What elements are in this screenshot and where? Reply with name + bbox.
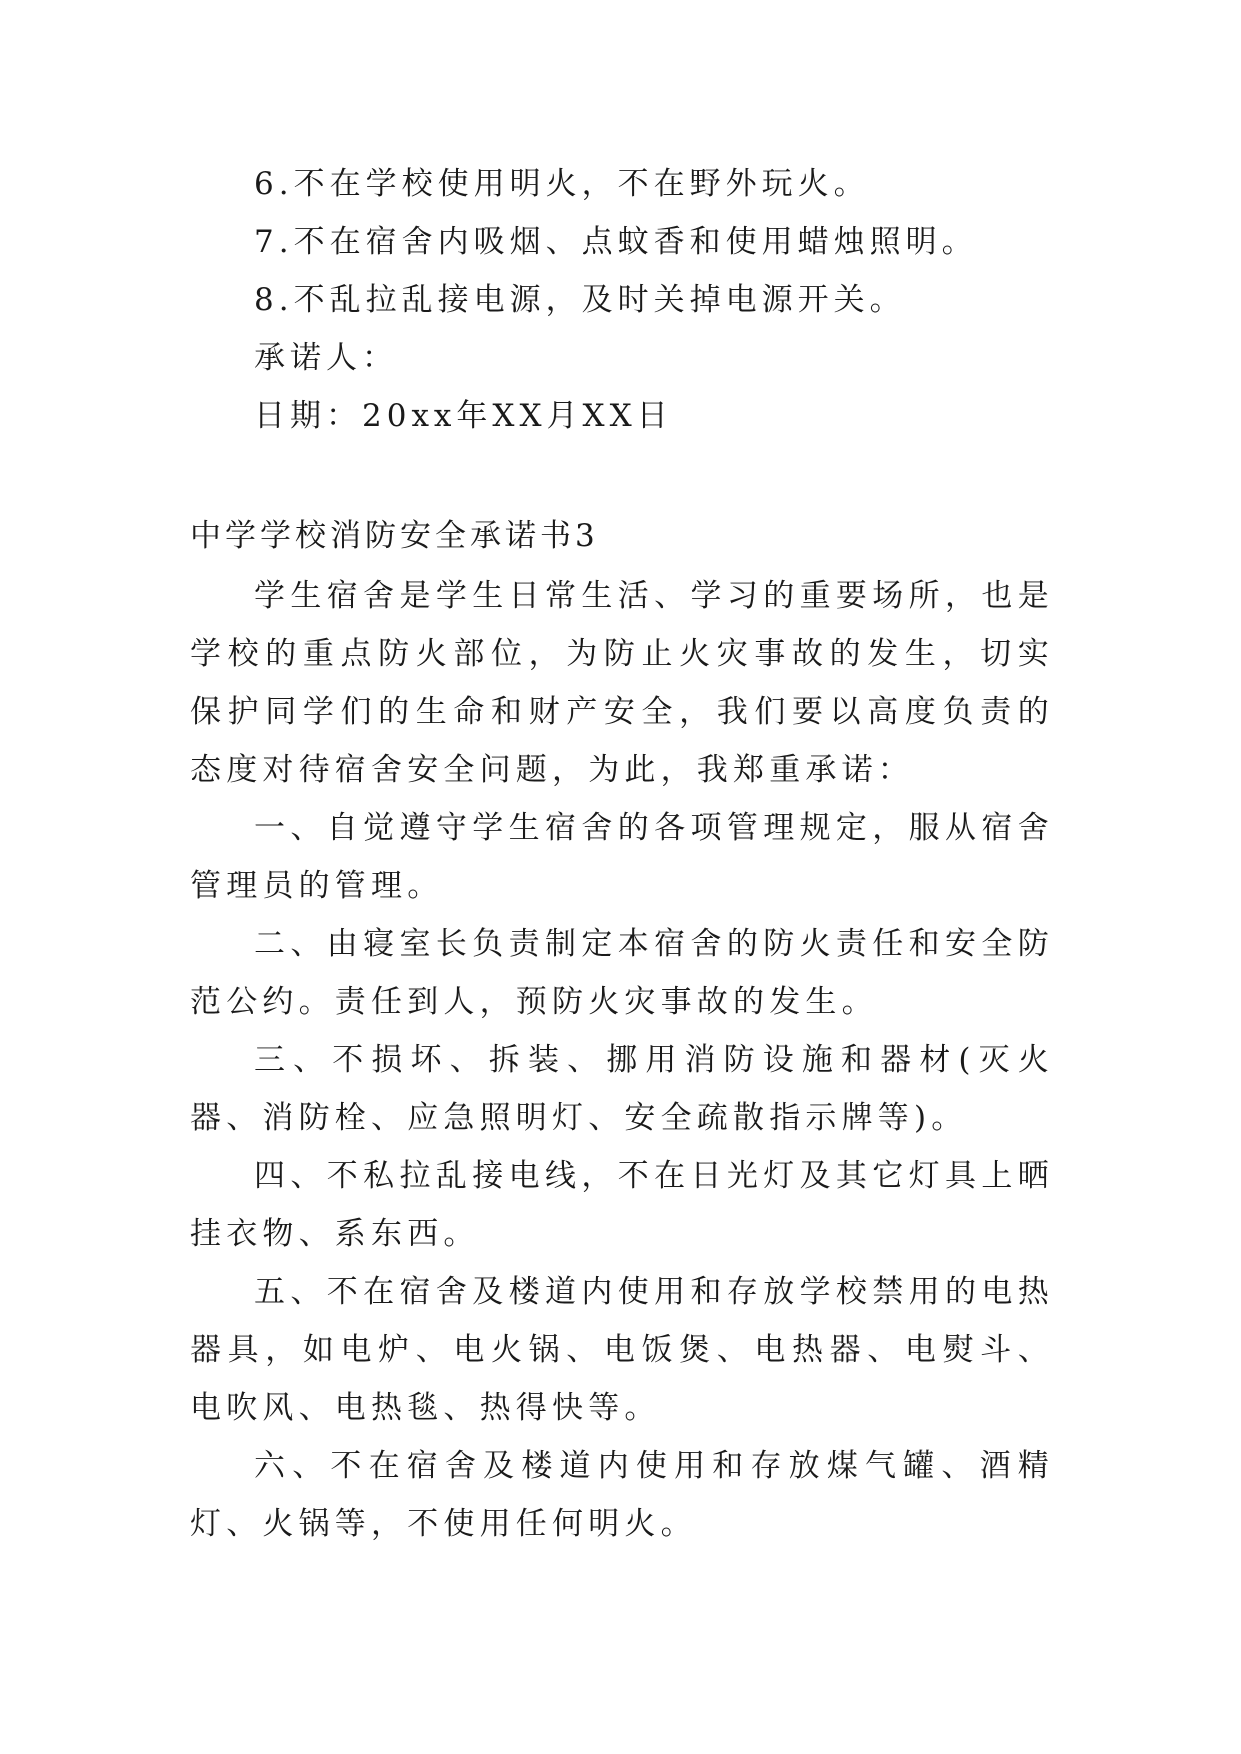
rule-item-3: 三、不损坏、拆装、挪用消防设施和器材(灭火器、消防栓、应急照明灯、安全疏散指示牌等)。 <box>190 1042 1054 1136</box>
date-line: 日期：20xx年XX月XX日 <box>254 398 673 434</box>
section-title: 中学学校消防安全承诺书3 <box>190 518 599 554</box>
list-item-6: 6.不在学校使用明火，不在野外玩火。 <box>254 166 870 202</box>
promisor-label: 承诺人： <box>254 340 398 376</box>
rule-item-2: 二、由寝室长负责制定本宿舍的防火责任和安全防范公约。责任到人，预防火灾事故的发生。 <box>190 926 1054 1020</box>
list-item-7: 7.不在宿舍内吸烟、点蚊香和使用蜡烛照明。 <box>254 224 978 260</box>
rule-item-4: 四、不私拉乱接电线，不在日光灯及其它灯具上晒挂衣物、系东西。 <box>190 1158 1054 1252</box>
rule-item-5: 五、不在宿舍及楼道内使用和存放学校禁用的电热器具，如电炉、电火锅、电饭煲、电热器、电熨斗、电吹风、电热毯、热得快等。 <box>190 1274 1054 1426</box>
rule-item-6: 六、不在宿舍及楼道内使用和存放煤气罐、酒精灯、火锅等，不使用任何明火。 <box>190 1448 1054 1542</box>
list-item-8: 8.不乱拉乱接电源，及时关掉电源开关。 <box>254 282 906 318</box>
intro-paragraph: 学生宿舍是学生日常生活、学习的重要场所，也是学校的重点防火部位，为防止火灾事故的发生，切实保护同学们的生命和财产安全，我们要以高度负责的态度对待宿舍安全问题，为此，我郑重承诺： <box>190 578 1054 788</box>
rule-item-1: 一、自觉遵守学生宿舍的各项管理规定，服从宿舍管理员的管理。 <box>190 810 1054 904</box>
